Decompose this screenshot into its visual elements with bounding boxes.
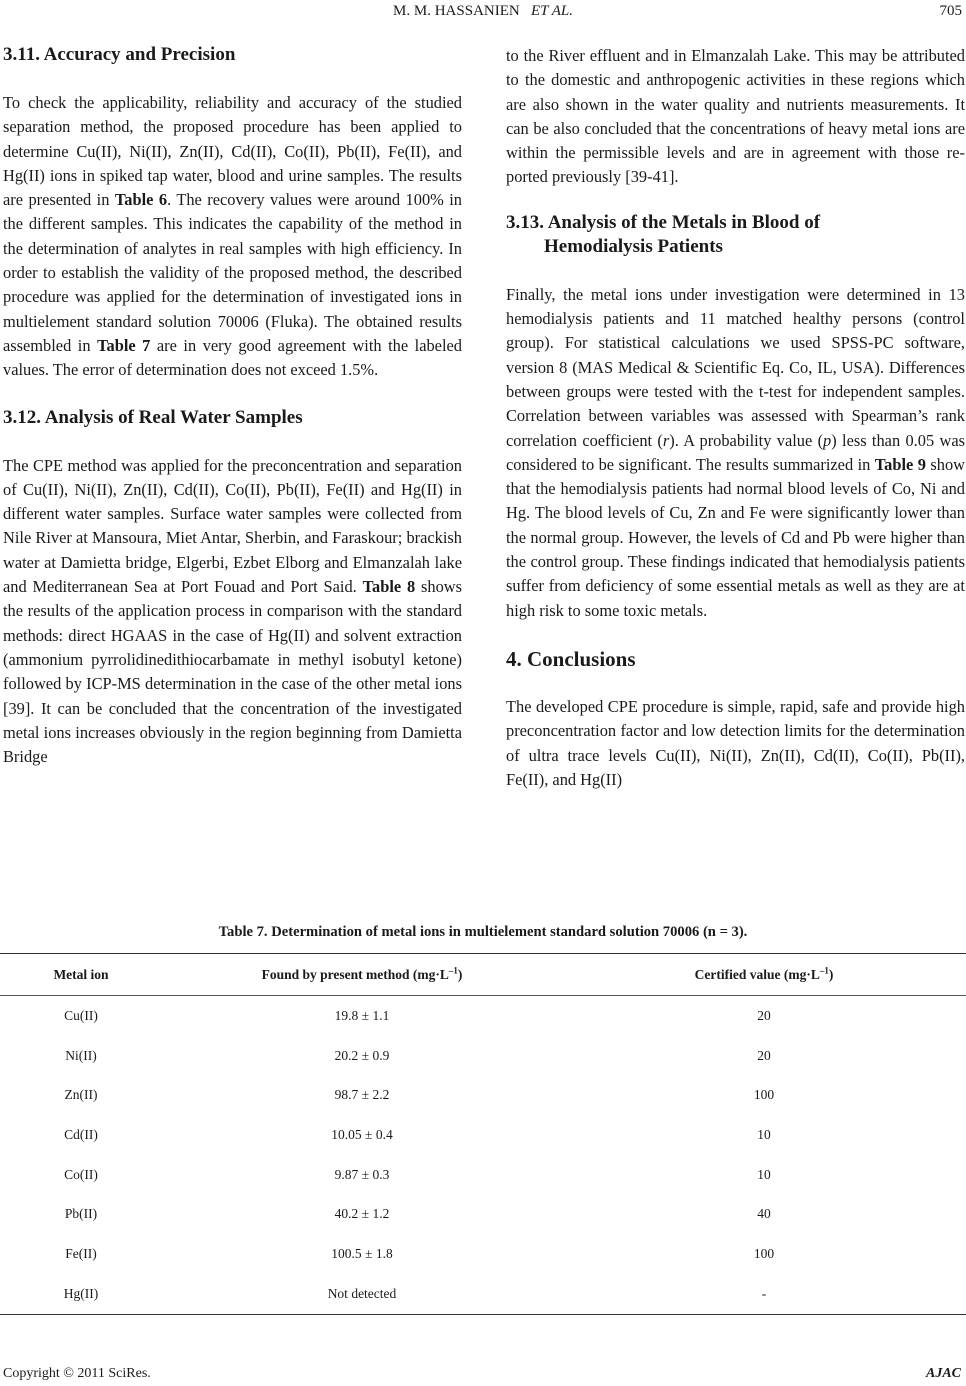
cell-certified: 20: [757, 1047, 771, 1063]
section-4-paragraph: The developed CPE procedure is simple, rapid, safe and provide high preconcentration factor and low detection limits for the determination of ultra trace levels Cu(II), Ni(II), Zn(II), Cd(II), Co(II), Pb(II), Fe(II), and Hg(II): [506, 696, 965, 789]
left-column: [3, 41, 462, 769]
cell-found: 98.7 ± 2.2: [334, 1087, 390, 1103]
cell-certified: 10: [757, 1166, 771, 1182]
cell-certified: 20: [757, 1007, 771, 1023]
running-head-authors: M. M. HASSANIEN ET AL.: [393, 3, 573, 19]
table-row: [0, 1036, 966, 1076]
cell-found: 19.8 ± 1.1: [334, 1007, 390, 1023]
cell-metal: Cu(II): [64, 1007, 98, 1023]
footer: [3, 1364, 963, 1384]
section-3-11-title: 3.11. Accuracy and Precision: [3, 44, 236, 65]
section-3-13-paragraph: Finally, the metal ions under investigation were determined in 13 hemodialysis patients and 11 matched healthy persons (control group). For statistical calculations we used SPSS-PC software, version 8 (MAS Medical & Scientific Eq. Co, IL, USA). Differences between groups were tested with the t-test for independent samples. Correlation between variables was assessed with Spearman’s rank correlation coefficient (r). A probability value (p) less than 0.05 was considered to be significant. The results summarized in Table 9 show that the hemodialysis patients had normal blood levels of Co, Ni and Hg. The blood levels of Cu, Zn and Fe were significantly lower than the normal group. However, the levels of Cd and Pb were higher than the control group. These findings indicated that hemodialysis patients suffer from deficiency of some essential metals as well as they are at high risk to some toxic metals.: [506, 284, 965, 620]
cell-metal: Fe(II): [65, 1245, 97, 1261]
section-3-13-title: 3.13. Analysis of the Metals in Blood of Hemodialysis Patients: [506, 211, 821, 257]
cell-metal: Ni(II): [65, 1047, 97, 1063]
cell-metal: Hg(II): [0, 1274, 162, 1314]
page-number: 705: [939, 3, 962, 19]
cell-found: 9.87 ± 0.3: [334, 1166, 390, 1182]
table-header-row: [0, 954, 966, 996]
table-row: [0, 1194, 966, 1234]
table-7: [0, 953, 966, 1315]
cell-metal: Pb(II): [64, 1206, 98, 1222]
table-9-ref: Table 9: [874, 454, 926, 474]
table-6-ref: Table 6: [114, 190, 168, 210]
header-found: Found by present method $(mg\cdot L^{-1})$: [162, 954, 562, 996]
cell-metal: Zn(II): [64, 1087, 98, 1103]
cell-certified: -: [562, 1274, 966, 1314]
table-row: [0, 1155, 966, 1195]
cell-certified: 100: [753, 1087, 775, 1103]
cell-certified: 10: [757, 1126, 771, 1142]
cell-metal: Co(II): [64, 1166, 98, 1182]
section-3-12-title: 3.12. Analysis of Real Water Samples: [3, 406, 303, 428]
section-3-12-paragraph: The CPE method was applied for the preconcentration and separation of Cu(II), Ni(II), Zn(II), Cd(II), Co(II), Pb(II), Fe(II) and Hg(II) in different water samples. Surface water samples were collected from Nile River at Mansoura, Miet Antar, Sherbin, and Faraskour; brackish water at Damietta bridge, Elgerbi, Ezbet Elborg and Elmanzalah lake and Mediterranean Sea at Port Fouad and Port Said. Table 8 shows the results of the application process in comparison with the standard methods: direct HGAAS in the case of Hg(II) and solvent extraction (ammonium pyrrolidinedithiocarbamate in methyl isobutyl ketone) followed by ICP-MS determination in the case of the other metal ions [39]. It can be concluded that the concentration of the investigated metal ions increases obviously in the region beginning from Damietta Bridge: [3, 455, 462, 767]
table-row: [0, 1075, 966, 1115]
cell-found: 20.2 ± 0.9: [334, 1047, 390, 1063]
running-head: [0, 0, 966, 22]
journal-abbrev: AJAC: [925, 1366, 961, 1381]
header-certified: Certified value $(mg\cdot L^{-1})$: [562, 954, 966, 996]
header-metal-ion: Metal ion: [0, 954, 162, 996]
copyright-text: Copyright © 2011 SciRes.: [3, 1366, 151, 1381]
section-4-title: 4. Conclusions: [506, 646, 636, 671]
cell-found: Not detected: [162, 1274, 562, 1314]
cell-found: 40.2 ± 1.2: [334, 1206, 390, 1222]
cell-metal: Cd(II): [64, 1126, 98, 1142]
running-head-etal: ET AL.: [530, 3, 573, 19]
table-row: [0, 1234, 966, 1274]
cell-found: 10.05 ± 0.4: [331, 1126, 393, 1142]
section-3-11-paragraph: To check the applicability, reliability and accuracy of the studied separation method, the proposed procedure has been applied to determine Cu(II), Ni(II), Zn(II), Cd(II), Co(II), Pb(II), Fe(II), and Hg(II) ions in spiked tap water, blood and urine samples. The results are presented in Table 6. The recovery values were around 100% in the different samples. This indicates the capability of the method in the determination of analytes in real samples with high efficiency. In order to establish the validity of the proposed method, the described procedure was applied for the determination of investigated ions in multielement standard solution 70006 (Fluka). The obtained results assembled in Table 7 are in very good agreement with the labeled values. The error of determination does not exceed 1.5%.: [3, 93, 462, 380]
cell-found: 100.5 ± 1.8: [331, 1245, 393, 1261]
table-row: [0, 996, 966, 1036]
table-7-ref: Table 7: [97, 335, 151, 355]
cell-certified: 100: [753, 1245, 775, 1261]
table-8-ref: Table 8: [362, 577, 416, 597]
section-3-12-paragraph-continued: to the River effluent and in Elmanzalah Lake. This may be attributed to the domestic and anthropogenic activities in these regions which are also shown in the water quality and nutrients measurements. It can be also concluded that the concentrations of heavy metal ions are within the permissible levels and are in agreement with those reported previously [39-41].: [506, 46, 965, 187]
cell-certified: 40: [757, 1206, 771, 1222]
right-column: [506, 41, 965, 792]
table-row: [0, 1274, 966, 1314]
table-7-caption: Table 7. Determination of metal ions in multielement standard solution 70006 (n = 3).: [218, 924, 748, 940]
table-row: [0, 1115, 966, 1155]
